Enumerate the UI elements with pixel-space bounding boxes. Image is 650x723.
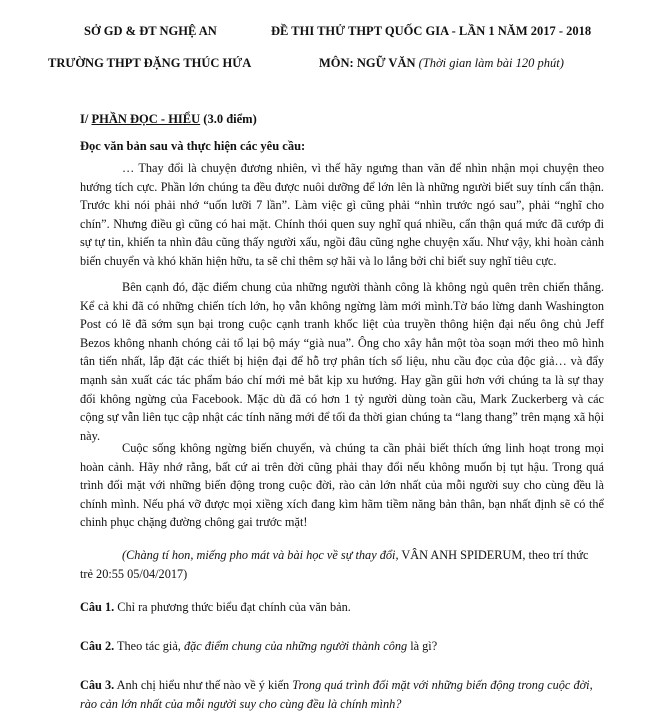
source-citation xyxy=(80,546,604,583)
section-heading xyxy=(80,112,257,127)
instruction: Đọc văn bản sau và thực hiện các yêu cầu: xyxy=(80,139,306,153)
school-name: TRƯỜNG THPT ĐẶNG THÚC HỨA xyxy=(48,56,252,70)
question-quote: đặc điểm chung của những người thành công xyxy=(183,639,408,653)
source-author: VÂN ANH SPIDERUM, theo trí thức trẻ 20:55 05/04/2017) xyxy=(80,548,589,581)
question-label: Câu 3. xyxy=(80,678,115,692)
question-text: Theo tác giả, xyxy=(114,639,184,653)
question-text: Chỉ ra phương thức biểu đạt chính của văn bản. xyxy=(114,600,351,614)
question-2 xyxy=(80,637,610,656)
subject-label: MÔN: NGỮ VĂN xyxy=(319,56,416,70)
question-text: Anh chị hiểu như thế nào về ý kiến xyxy=(114,678,293,692)
subject-line xyxy=(319,56,564,70)
passage-paragraph-3: Cuộc sống không ngừng biến chuyển, và chúng ta cần phải biết thích ứng linh hoạt trong mọi hoàn cảnh. Hãy nhớ rằng, bất cứ ai trên đời cũng phải thay đổi nếu không muốn bị tụt hậu. Trong quá trình đối mặt với những biến động trong cuộc đời, rào cản lớn nhất của mỗi người suy cho cùng đều là chính mình. Nếu phá vỡ được mọi xiềng xích đang kìm hãm tiềm năng bản thân, bạn nhất định sẽ có thể chinh phục chặng đường chông gai trước mặt! xyxy=(80,441,604,530)
question-quote: Trong quá trình đối mặt với những biến động trong cuộc đời, rào cản lớn nhất của mỗi người suy cho cùng đều là chính mình? xyxy=(80,678,593,711)
section-number: I/ xyxy=(80,112,89,126)
section-title: PHẦN ĐỌC - HIỂU xyxy=(91,112,201,126)
exam-title: ĐỀ THI THỬ THPT QUỐC GIA - LẦN 1 NĂM 2017 - 2018 xyxy=(271,24,592,38)
passage-paragraph-1: … Thay đổi là chuyện đương nhiên, vì thế hãy ngưng than vãn để nhìn nhận mọi chuyện theo hướng tích cực. Phần lớn chúng ta đều được nuôi dưỡng để lớn lên là những người biết suy tính cẩn thận. Trước khi nói phải nhớ “uốn lưỡi 7 lần”. Làm việc gì cũng phải “nhìn trước ngó sau”, phải “nghĩ cho chín”. Nhưng điều gì cũng có hai mặt. Chính thói quen suy nghĩ quá nhiều, cẩn thận quá mức đã cướp đi sự tự tin, khiến ta nhìn đâu cũng thấy người xấu, ngồi đâu cũng nghe chuyện xấu. Như vậy, khi hoàn cảnh biến chuyển và khó khăn hiện hữu, ta sẽ chỉ thêm sợ hãi và lo lắng bởi chỉ biết suy nghĩ tiêu cực. xyxy=(80,161,604,268)
source-title: (Chàng tí hon, miếng pho mát và bài học về sự thay đổi, xyxy=(122,548,399,562)
department-name: SỞ GD & ĐT NGHỆ AN xyxy=(84,24,217,38)
section-points: (3.0 điểm) xyxy=(203,112,257,126)
question-label: Câu 2. xyxy=(80,639,115,653)
passage-paragraph-2: Bên cạnh đó, đặc điểm chung của những người thành công là không ngủ quên trên chiến thắng. Kể cả khi đã có những chiến tích lớn, họ vẫn không ngừng làm mới mình.Tờ báo lừng danh Washington Post có lẽ đã sớm sụn bại trong cuộc cạnh tranh khốc liệt của truyền thông hiện đại nếu ông chủ Jeff Bezos không nhanh chóng cải tổ lại bộ máy “già nua”. Ông cho xây hẳn một tòa soạn mới theo mô hình tân tiến nhất, lắp đặt các thiết bị hiện đại để hỗ trợ phân tích số liệu, nhu cầu đọc của độc giả… và đẩy mạnh sản xuất các tác phẩm báo chí mới mẻ bắt kịp xu hướng. Hay gần gũi hơn với chúng ta là sự thay đổi không ngừng của Facebook. Mặc dù đã có hơn 1 tỷ người dùng toàn cầu, Mark Zuckerberg và các cộng sự vẫn liên tục cập nhật các tính năng mới để tối đa thời gian chúng ta “lang thang” trên mạng xã hội này. xyxy=(80,280,604,443)
question-label: Câu 1. xyxy=(80,600,115,614)
question-tail: là gì? xyxy=(407,639,438,653)
question-3 xyxy=(80,676,610,713)
time-note: (Thời gian làm bài 120 phút) xyxy=(418,56,564,70)
question-1 xyxy=(80,598,610,617)
